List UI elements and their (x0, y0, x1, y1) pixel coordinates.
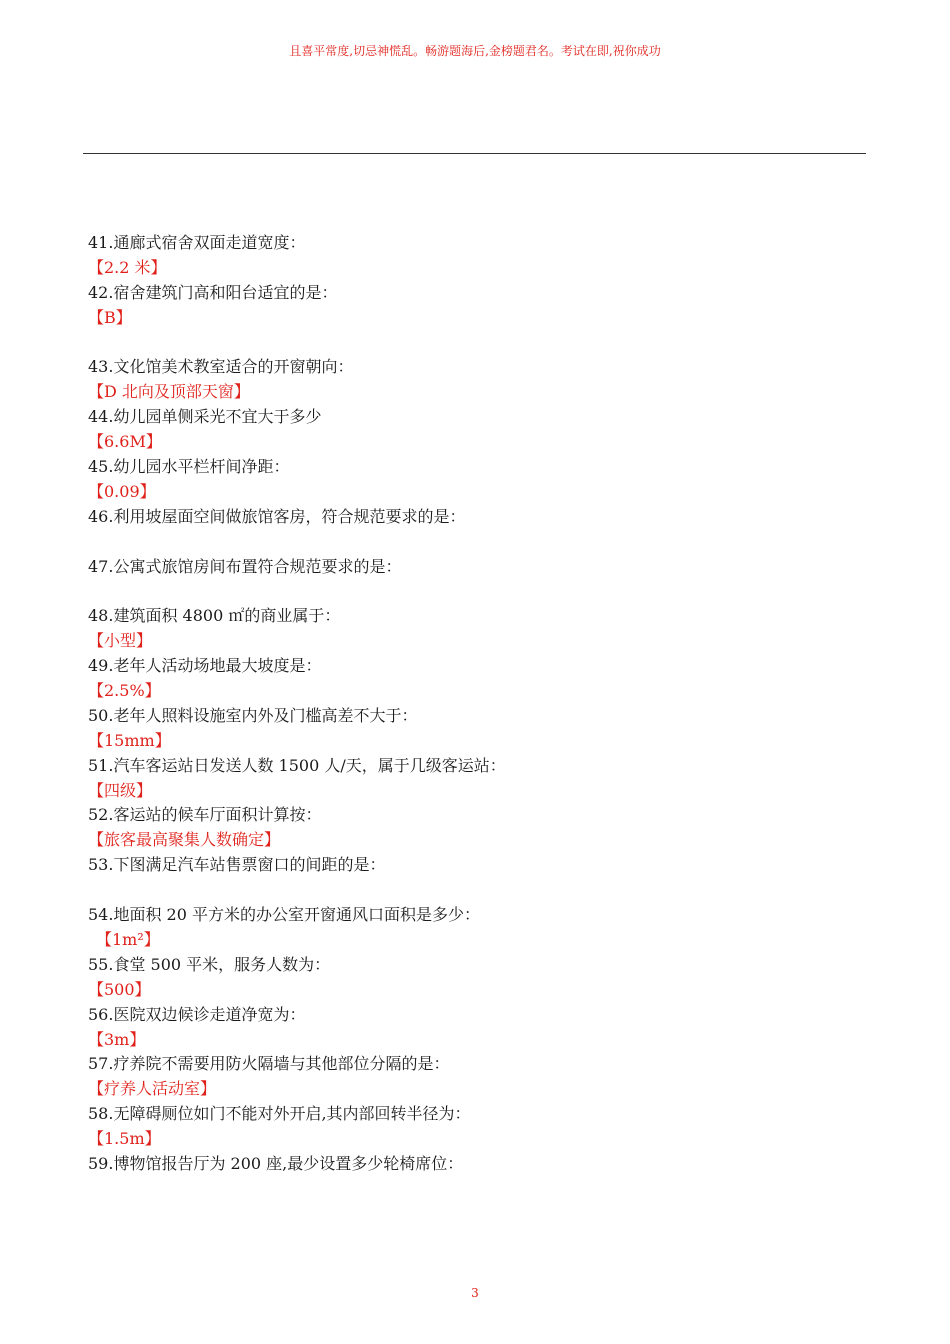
question-line: 43.文化馆美术教室适合的开窗朝向： (88, 357, 354, 377)
answer-line: 【3m】 (88, 1029, 146, 1049)
question-line: 45.幼儿园水平栏杆间净距： (88, 457, 290, 477)
question-line: 47.公寓式旅馆房间布置符合规范要求的是： (88, 556, 402, 576)
answer-line: 【2.5%】 (88, 681, 161, 701)
question-line: 48.建筑面积 4800 ㎡的商业属于： (88, 606, 341, 626)
header-motto: 且喜平常度,切忌神慌乱。畅游题海后,金榜题君名。考试在即,祝你成功 (289, 44, 661, 58)
answer-line: 【2.2 米】 (88, 257, 167, 277)
question-line: 44.幼儿园单侧采光不宜大于多少 (88, 407, 322, 427)
question-line: 54.地面积 20 平方米的办公室开窗通风口面积是多少： (88, 905, 480, 925)
blank-line (88, 878, 868, 903)
answer-line: 【500】 (88, 979, 151, 999)
question-line: 41.通廊式宿舍双面走道宽度： (88, 233, 306, 252)
question-line: 55.食堂 500 平米，服务人数为： (88, 954, 331, 974)
answer-line: 【疗养人活动室】 (88, 1079, 217, 1099)
question-line: 52.客运站的候车厅面积计算按： (88, 805, 322, 825)
blank-line (88, 579, 868, 604)
page-number: 3 (471, 1286, 479, 1300)
blank-line (88, 530, 868, 555)
question-list (88, 231, 868, 1177)
answer-line: 【D 北向及顶部天窗】 (88, 382, 250, 402)
question-line: 42.宿舍建筑门高和阳台适宜的是： (88, 282, 338, 302)
answer-line: 【1m²】 (96, 929, 160, 949)
question-line: 51.汽车客运站日发送人数 1500 人/天，属于几级客运站： (88, 755, 506, 775)
question-line: 50.老年人照料设施室内外及门槛高差不大于： (88, 705, 418, 725)
answer-line: 【0.09】 (88, 481, 156, 501)
blank-line (88, 331, 868, 356)
question-line: 58.无障碍厕位如门不能对外开启,其内部回转半径为： (88, 1104, 471, 1124)
answer-line: 【旅客最高聚集人数确定】 (88, 830, 281, 850)
question-line: 46.利用坡屋面空间做旅馆客房，符合规范要求的是： (88, 506, 466, 526)
answer-line: 【6.6M】 (88, 432, 162, 452)
question-line: 53.下图满足汽车站售票窗口的间距的是： (88, 855, 386, 875)
question-line: 57.疗养院不需要用防火隔墙与其他部位分隔的是： (88, 1054, 450, 1074)
answer-line: 【小型】 (88, 631, 153, 651)
question-line: 49.老年人活动场地最大坡度是： (88, 656, 322, 676)
answer-line: 【15mm】 (88, 730, 171, 750)
answer-line: 【1.5m】 (88, 1129, 161, 1149)
answer-line: 【四级】 (88, 780, 153, 800)
question-line: 56.医院双边候诊走道净宽为： (88, 1004, 306, 1024)
answer-line: 【B】 (88, 307, 132, 327)
question-line: 59.博物馆报告厅为 200 座,最少设置多少轮椅席位： (88, 1153, 464, 1173)
header-divider (83, 153, 866, 154)
